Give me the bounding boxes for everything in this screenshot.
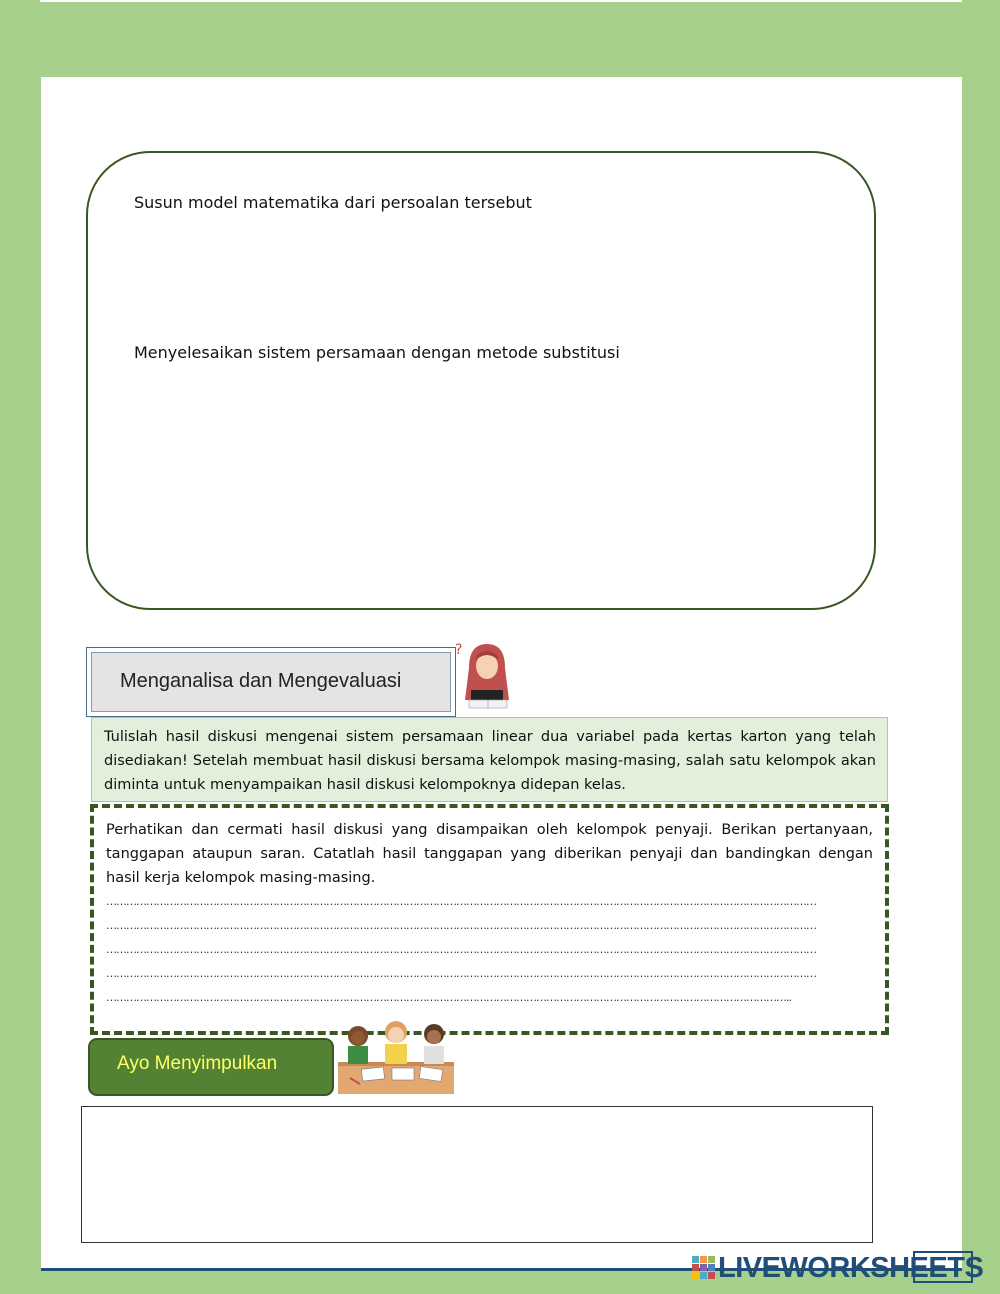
answer-dot-line-1[interactable]: …………………………………………………………………………………………………………………………………………………………………………………………… xyxy=(106,895,816,908)
answer-dot-line-2[interactable]: …………………………………………………………………………………………………………………………………………………………………………………………… xyxy=(106,919,816,932)
liveworksheets-text: LIVEWORKSHEETS xyxy=(718,1251,984,1284)
answer-dot-line-3[interactable]: …………………………………………………………………………………………………………………………………………………………………………………………… xyxy=(106,943,816,956)
instruction-box xyxy=(91,717,888,802)
step-model-text: Susun model matematika dari persoalan tersebut xyxy=(134,193,532,212)
answer-dot-line-4[interactable]: …………………………………………………………………………………………………………………………………………………………………………………………… xyxy=(106,967,816,980)
step-substitution-text: Menyelesaikan sistem persamaan dengan metode substitusi xyxy=(134,343,620,362)
heading-inner xyxy=(91,652,451,712)
kids-studying-illustration xyxy=(336,1018,456,1098)
question-mark-icon: ? xyxy=(455,642,463,658)
observation-text: Perhatikan dan cermati hasil diskusi yang disampaikan oleh kelompok penyaji. Berikan pertanyaan, tanggapan ataupun saran. Catatlah hasil tanggapan yang diberikan penyaji dan bandingkan dengan hasil kerja kelompok masing-masing. xyxy=(106,822,873,886)
liveworksheets-logo-box xyxy=(913,1251,973,1283)
steps-panel xyxy=(86,151,876,610)
student-reading-illustration xyxy=(453,638,519,718)
conclusion-answer-box[interactable] xyxy=(81,1106,873,1243)
instruction-text: Tulislah hasil diskusi mengenai sistem persamaan linear dua variabel pada kertas karton yang telah disediakan! Setelah membuat hasil diskusi bersama kelompok masing-masing, salah satu kelompok akan diminta untuk menyampaikan hasil diskusi kelompoknya didepan kelas. xyxy=(104,729,876,793)
analyze-section-heading xyxy=(86,647,456,717)
top-edge-strip xyxy=(40,0,962,2)
observation-box xyxy=(90,804,889,1035)
heading-label: Menganalisa dan Mengevaluasi xyxy=(120,670,402,692)
conclude-section-label: Ayo Menyimpulkan xyxy=(88,1038,334,1096)
liveworksheets-icon xyxy=(692,1256,716,1280)
answer-dot-line-5[interactable]: …………………………………………………………………………………………………………………………………………………………………………………….. xyxy=(106,991,791,1004)
